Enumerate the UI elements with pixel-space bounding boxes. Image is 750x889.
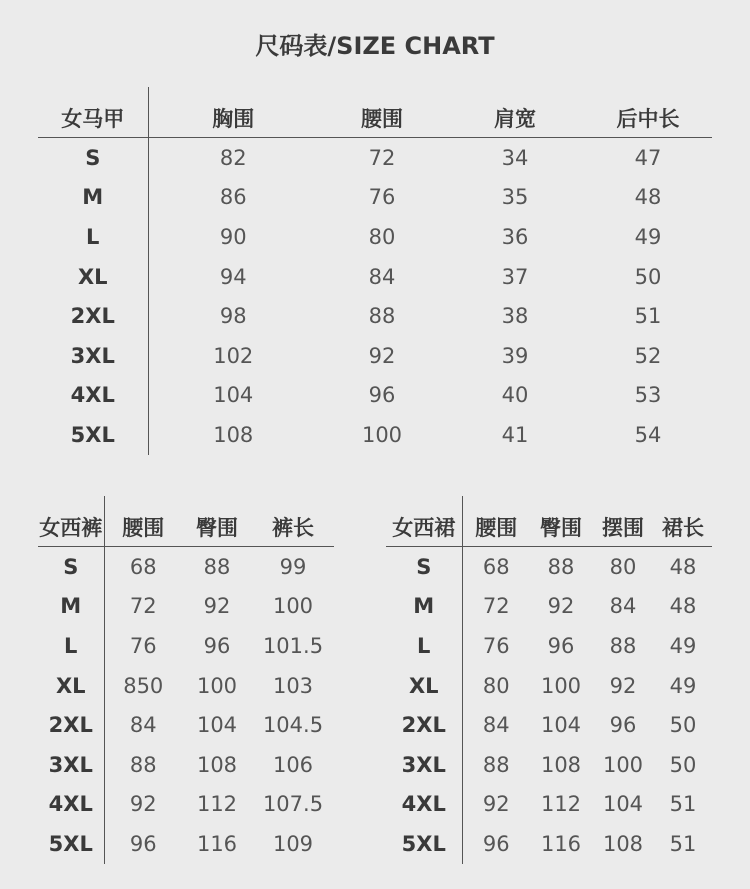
measurement-cell: 100 [540, 673, 582, 698]
size-label-cell: 2XL [386, 705, 462, 745]
measurement-cell: 92 [129, 792, 157, 817]
measurement-cell: 100 [361, 422, 403, 447]
column-header: 裤长 [252, 496, 334, 547]
measurement-cell: 48 [669, 594, 697, 619]
measurement-cell: 51 [669, 831, 697, 856]
column-header: 裙长 [654, 496, 712, 547]
measurement-cell: 850 [123, 673, 164, 698]
measurement-cell: 96 [547, 633, 575, 658]
measurement-cell: 94 [219, 264, 247, 289]
size-label-cell: 3XL [38, 336, 148, 376]
table-title-header: 女西裙 [386, 496, 462, 547]
measurement-cell: 92 [547, 594, 575, 619]
measurement-cell: 86 [219, 185, 247, 210]
size-label-cell: L [38, 217, 148, 257]
measurement-cell: 88 [129, 752, 157, 777]
measurement-cell: 100 [196, 673, 238, 698]
measurement-cell: 49 [669, 673, 697, 698]
size-label-cell: 5XL [386, 824, 462, 864]
table-header-row [38, 87, 712, 138]
measurement-cell: 76 [482, 633, 510, 658]
measurement-cell: 52 [634, 343, 662, 368]
measurement-cell: 49 [669, 633, 697, 658]
table-row [386, 745, 712, 785]
measurement-cell: 103 [272, 673, 314, 698]
column-header: 胸围 [148, 87, 318, 138]
measurement-cell: 37 [501, 264, 529, 289]
page-title: 尺码表/SIZE CHART [255, 32, 495, 60]
measurement-cell: 96 [203, 633, 231, 658]
measurement-cell: 49 [634, 224, 662, 249]
skirt-size-table [386, 496, 712, 864]
measurement-cell: 92 [609, 673, 637, 698]
measurement-cell: 108 [196, 752, 238, 777]
measurement-cell: 116 [196, 831, 238, 856]
measurement-cell: 76 [129, 633, 157, 658]
table-header-row [38, 496, 334, 547]
measurement-cell: 72 [482, 594, 510, 619]
measurement-cell: 50 [634, 264, 662, 289]
table-row [386, 626, 712, 666]
measurement-cell: 108 [213, 422, 254, 447]
measurement-cell: 108 [540, 752, 582, 777]
column-header: 腰围 [318, 87, 446, 138]
measurement-cell: 48 [669, 554, 697, 579]
measurement-cell: 98 [219, 304, 247, 329]
measurement-cell: 116 [540, 831, 582, 856]
measurement-cell: 92 [482, 792, 510, 817]
table-row [38, 376, 712, 416]
table-row [38, 178, 712, 218]
measurement-cell: 96 [368, 383, 396, 408]
table-row [38, 336, 712, 376]
measurement-cell: 112 [196, 792, 238, 817]
measurement-cell: 84 [609, 594, 637, 619]
measurement-cell: 100 [602, 752, 644, 777]
measurement-cell: 84 [129, 713, 157, 738]
measurement-cell: 92 [203, 594, 231, 619]
measurement-cell: 104 [196, 713, 238, 738]
measurement-cell: 68 [482, 554, 510, 579]
size-label-cell: S [38, 547, 104, 587]
table-row [38, 138, 712, 178]
measurement-cell: 47 [634, 145, 662, 170]
size-label-cell: 3XL [38, 745, 104, 785]
table-row [38, 824, 334, 864]
measurement-cell: 90 [219, 224, 247, 249]
measurement-cell: 68 [129, 554, 157, 579]
measurement-cell: 96 [482, 831, 510, 856]
measurement-cell: 88 [609, 633, 637, 658]
measurement-cell: 50 [669, 752, 697, 777]
measurement-cell: 82 [219, 145, 247, 170]
measurement-cell: 88 [368, 304, 396, 329]
table-row [386, 824, 712, 864]
table-title-header: 女西裤 [38, 496, 104, 547]
measurement-cell: 112 [540, 792, 582, 817]
trousers-size-table [38, 496, 334, 864]
measurement-cell: 107.5 [262, 792, 324, 817]
table-row [386, 587, 712, 627]
column-header: 臀围 [530, 496, 592, 547]
size-label-cell: M [386, 587, 462, 627]
measurement-cell: 88 [203, 554, 231, 579]
table-header-row [386, 496, 712, 547]
measurement-cell: 99 [279, 554, 307, 579]
size-label-cell: 4XL [386, 785, 462, 825]
column-header: 后中长 [584, 87, 712, 138]
table-row [38, 745, 334, 785]
vest-size-table [38, 87, 712, 455]
measurement-cell: 34 [501, 145, 529, 170]
size-label-cell: 2XL [38, 296, 148, 336]
measurement-cell: 108 [602, 831, 644, 856]
size-label-cell: 3XL [386, 745, 462, 785]
measurement-cell: 84 [368, 264, 396, 289]
measurement-cell: 35 [501, 185, 529, 210]
table-row [38, 296, 712, 336]
table-row [38, 587, 334, 627]
measurement-cell: 104 [213, 383, 254, 408]
measurement-cell: 104.5 [262, 713, 324, 738]
measurement-cell: 76 [368, 185, 396, 210]
size-label-cell: L [38, 626, 104, 666]
measurement-cell: 72 [368, 145, 396, 170]
measurement-cell: 106 [272, 752, 314, 777]
size-label-cell: 4XL [38, 376, 148, 416]
table-row [386, 547, 712, 587]
measurement-cell: 80 [482, 673, 510, 698]
measurement-cell: 36 [501, 224, 529, 249]
size-label-cell: 4XL [38, 785, 104, 825]
column-header: 腰围 [104, 496, 182, 547]
measurement-cell: 88 [547, 554, 575, 579]
measurement-cell: 53 [634, 383, 662, 408]
measurement-cell: 102 [213, 343, 254, 368]
measurement-cell: 40 [501, 383, 529, 408]
measurement-cell: 88 [482, 752, 510, 777]
measurement-cell: 109 [272, 831, 314, 856]
size-label-cell: XL [38, 257, 148, 297]
size-label-cell: S [386, 547, 462, 587]
measurement-cell: 51 [669, 792, 697, 817]
measurement-cell: 80 [609, 554, 637, 579]
measurement-cell: 72 [129, 594, 157, 619]
column-header: 臀围 [182, 496, 252, 547]
measurement-cell: 48 [634, 185, 662, 210]
size-label-cell: 5XL [38, 824, 104, 864]
size-label-cell: XL [38, 666, 104, 706]
size-label-cell: XL [386, 666, 462, 706]
table-row [386, 785, 712, 825]
table-row [38, 257, 712, 297]
table-row [38, 785, 334, 825]
measurement-cell: 38 [501, 304, 529, 329]
size-label-cell: M [38, 178, 148, 218]
size-label-cell: M [38, 587, 104, 627]
measurement-cell: 101.5 [262, 633, 324, 658]
table-row [38, 547, 334, 587]
table-row [38, 705, 334, 745]
table-row [38, 217, 712, 257]
measurement-cell: 100 [272, 594, 314, 619]
measurement-cell: 92 [368, 343, 396, 368]
table-row [386, 666, 712, 706]
table-row [38, 415, 712, 455]
table-title-header: 女马甲 [38, 87, 148, 138]
size-label-cell: 2XL [38, 705, 104, 745]
measurement-cell: 80 [368, 224, 396, 249]
measurement-cell: 51 [634, 304, 662, 329]
column-header: 肩宽 [446, 87, 584, 138]
measurement-cell: 84 [482, 713, 510, 738]
measurement-cell: 104 [540, 713, 582, 738]
column-header: 摆围 [592, 496, 654, 547]
measurement-cell: 104 [602, 792, 644, 817]
size-label-cell: L [386, 626, 462, 666]
size-label-cell: 5XL [38, 415, 148, 455]
table-row [38, 626, 334, 666]
size-label-cell: S [38, 138, 148, 178]
measurement-cell: 54 [634, 422, 662, 447]
table-row [386, 705, 712, 745]
measurement-cell: 50 [669, 713, 697, 738]
measurement-cell: 96 [129, 831, 157, 856]
measurement-cell: 39 [501, 343, 529, 368]
measurement-cell: 96 [609, 713, 637, 738]
measurement-cell: 41 [501, 422, 529, 447]
column-header: 腰围 [462, 496, 530, 547]
table-row [38, 666, 334, 706]
